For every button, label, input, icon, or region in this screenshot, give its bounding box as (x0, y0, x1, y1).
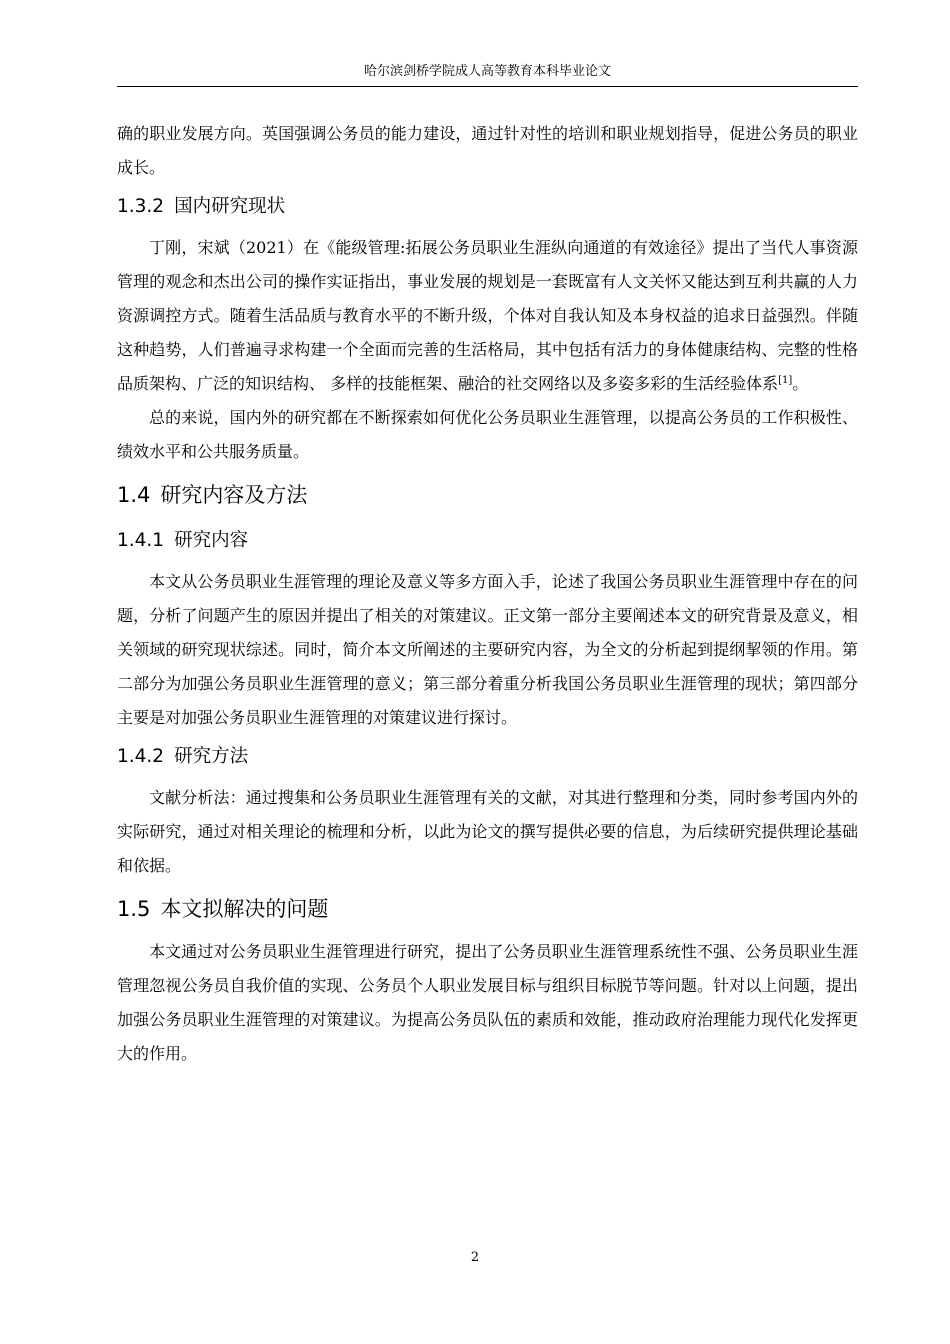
paragraph-end: 。 (792, 374, 809, 393)
page-content (117, 117, 858, 1071)
heading-number: 1.4.2 (117, 746, 165, 767)
heading-1-4-2 (117, 737, 858, 777)
paragraph-text: 丁刚，宋斌（2021）在《能级管理:拓展公务员职业生涯纵向通道的有效途径》提出了当代人事资源管理的观念和杰出公司的操作实证指出，事业发展的规划是一套既富有人文关怀又能达到互利共赢的人力资源调控方式。随着生活品质与教育水平的不断升级，个体对自我认知及本身权益的追求日益强烈。伴随这种趋势，人们普遍寻求构建一个全面而完善的生活格局，其中包括有活力的身体健康结构、完整的性格品质架构、广泛的知识结构、 多样的技能框架、融洽的社交网络以及多姿多彩的生活经验体系 (117, 238, 858, 393)
heading-title: 国内研究现状 (174, 196, 286, 217)
heading-1-5 (117, 887, 858, 931)
paragraph-summary: 总的来说，国内外的研究都在不断探索如何优化公务员职业生涯管理，以提高公务员的工作积极性、绩效水平和公共服务质量。 (117, 408, 858, 461)
heading-number: 1.4 (117, 483, 151, 507)
heading-title: 研究内容 (174, 530, 249, 551)
paragraph-continuation: 确的职业发展方向。英国强调公务员的能力建设，通过针对性的培训和职业规划指导，促进公务员的职业成长。 (117, 124, 858, 177)
heading-number: 1.3.2 (117, 196, 165, 217)
paragraph-research-content: 本文从公务员职业生涯管理的理论及意义等多方面入手，论述了我国公务员职业生涯管理中存在的问题，分析了问题产生的原因并提出了相关的对策建议。正文第一部分主要阐述本文的研究背景及意义，相关领域的研究现状综述。同时，简介本文所阐述的主要研究内容，为全文的分析起到提纲挈领的作用。第二部分为加强公务员职业生涯管理的意义；第三部分着重分析我国公务员职业生涯管理的现状；第四部分主要是对加强公务员职业生涯管理的对策建议进行探讨。 (117, 572, 858, 727)
heading-1-3-2 (117, 187, 858, 227)
paragraph-problems: 本文通过对公务员职业生涯管理进行研究，提出了公务员职业生涯管理系统性不强、公务员职业生涯管理忽视公务员自我价值的实现、公务员个人职业发展目标与组织目标脱节等问题。针对以上问题，提出加强公务员职业生涯管理的对策建议。为提高公务员队伍的素质和效能，推动政府治理能力现代化发挥更大的作用。 (117, 942, 858, 1063)
page-number: 2 (470, 1250, 480, 1265)
page-header: 哈尔滨剑桥学院成人高等教育本科毕业论文 (117, 62, 858, 87)
heading-number: 1.4.1 (117, 530, 165, 551)
paragraph-domestic-research (117, 231, 858, 401)
heading-title: 研究方法 (174, 746, 249, 767)
heading-1-4-1 (117, 521, 858, 561)
paragraph-research-method: 文献分析法：通过搜集和公务员职业生涯管理有关的文献，对其进行整理和分类，同时参考国内外的实际研究，通过对相关理论的梳理和分析，以此为论文的撰写提供必要的信息，为后续研究提供理论基础和依据。 (117, 788, 858, 875)
heading-title: 研究内容及方法 (160, 483, 308, 507)
heading-1-4 (117, 473, 858, 517)
heading-title: 本文拟解决的问题 (160, 897, 329, 921)
citation-ref: [1] (778, 375, 793, 386)
heading-number: 1.5 (117, 897, 151, 921)
